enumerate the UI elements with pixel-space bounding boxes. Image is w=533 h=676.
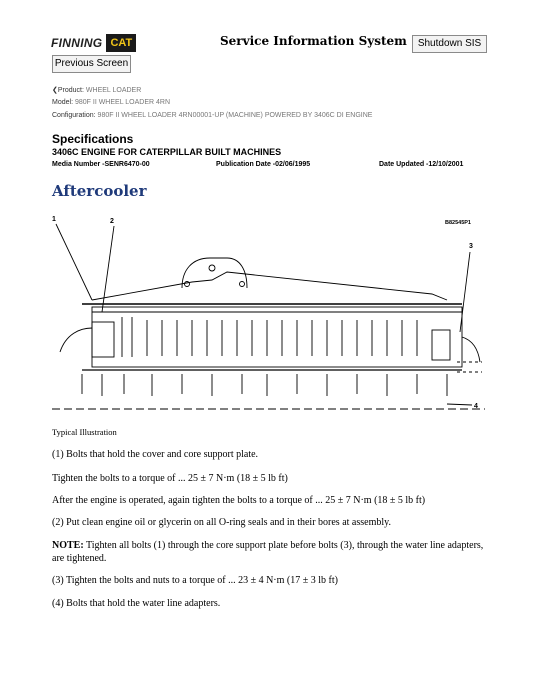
paragraph-3: After the engine is operated, again tighten the bolts to a torque of ... 25 ± 7 N·m (18 ± 5 lb ft) (52, 495, 426, 506)
product-label: Product: (57, 87, 84, 94)
model-value: 980F II WHEEL LOADER 4RN (74, 99, 171, 106)
callout-4: 4 (474, 403, 478, 410)
callout-3: 3 (469, 243, 473, 250)
note-text: Tighten all bolts (1) through the core support plate before bolts (3), through the water line adapters, are tightened. (52, 540, 484, 564)
section-title: Aftercooler (52, 182, 147, 200)
cat-logo-badge: CAT (106, 34, 136, 52)
document-subheading: 3406C ENGINE FOR CATERPILLAR BUILT MACHINES (52, 147, 282, 157)
finning-cat-logo (51, 32, 136, 54)
note-paragraph (52, 539, 485, 565)
figure-caption: Typical Illustration (52, 427, 117, 437)
product-value: WHEEL LOADER (85, 87, 142, 94)
configuration-label: Configuration: (52, 112, 96, 119)
configuration-line (52, 112, 372, 119)
paragraph-6: (4) Bolts that hold the water line adapters. (52, 598, 221, 609)
date-updated: Date Updated -12/10/2001 (379, 161, 464, 168)
callout-2: 2 (110, 218, 114, 225)
paragraph-4: (2) Put clean engine oil or glycerin on all O-ring seals and in their bores at assembly. (52, 517, 391, 528)
paragraph-5: (3) Tighten the bolts and nuts to a torque of ... 23 ± 4 N·m (17 ± 3 lb ft) (52, 575, 338, 586)
app-title: Service Information System (220, 34, 407, 48)
shutdown-button[interactable]: Shutdown SIS (412, 35, 487, 53)
back-chevron-icon[interactable]: ❮ (52, 87, 58, 94)
header-bar (49, 30, 489, 56)
logo-text: FINNING (51, 36, 103, 50)
aftercooler-illustration (52, 212, 485, 418)
paragraph-1: (1) Bolts that hold the cover and core support plate. (52, 449, 259, 460)
paragraph-2: Tighten the bolts to a torque of ... 25 ± 7 N·m (18 ± 5 lb ft) (52, 473, 288, 484)
publication-date: Publication Date -02/06/1995 (216, 161, 311, 168)
figure-ref-code: B82545P1 (445, 220, 471, 226)
aftercooler-drawing (52, 212, 485, 418)
note-label: NOTE: (52, 540, 84, 551)
document-heading: Specifications (52, 132, 134, 146)
configuration-value: 980F II WHEEL LOADER 4RN00001-UP (MACHINE) POWERED BY 3406C DI ENGINE (97, 112, 373, 119)
previous-screen-button[interactable]: Previous Screen (52, 55, 131, 73)
callout-1: 1 (52, 216, 56, 223)
media-number: Media Number -SENR6470-00 (52, 161, 150, 168)
product-line (52, 86, 141, 94)
model-label: Model: (52, 99, 74, 106)
model-line (52, 99, 170, 106)
